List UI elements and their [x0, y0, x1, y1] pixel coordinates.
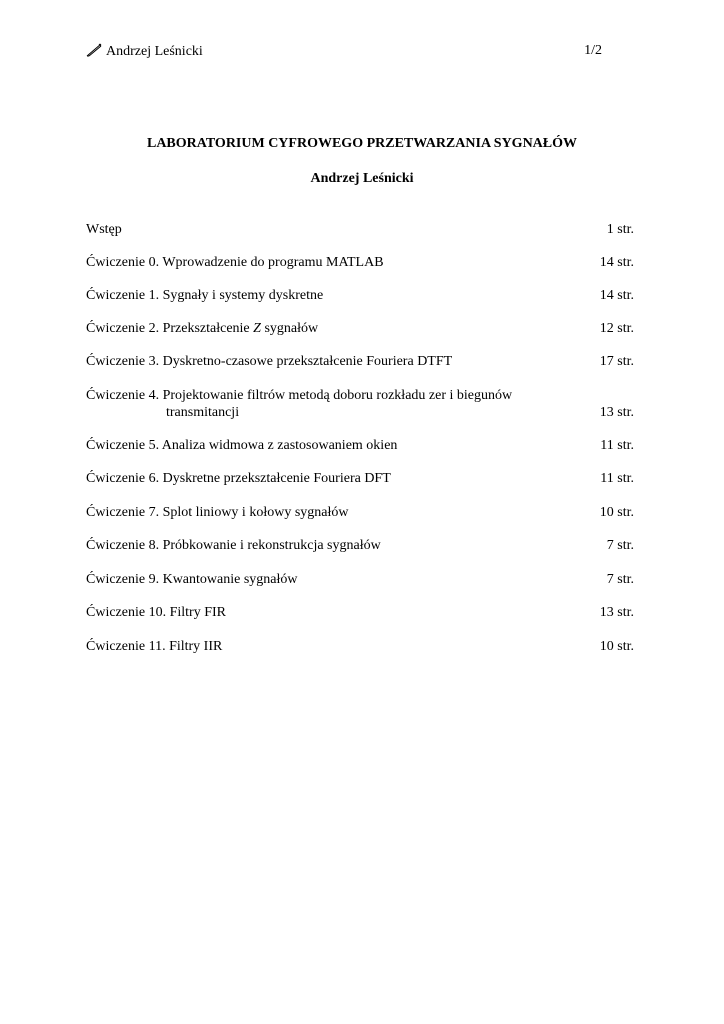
header-author [86, 43, 203, 60]
toc-entry [86, 255, 634, 275]
toc-entry-pages: 10 str. [599, 639, 634, 654]
toc-entry-pages: 13 str. [599, 605, 634, 620]
toc-entry-pages: 13 str. [599, 405, 634, 420]
toc-entry [86, 605, 634, 625]
document-title: LABORATORIUM CYFROWEGO PRZETWARZANIA SYGNAŁÓW [146, 136, 578, 151]
toc-entry-pages: 11 str. [600, 438, 634, 453]
toc-entry [86, 639, 634, 659]
toc-entry-label: Ćwiczenie 10. Filtry FIR [86, 605, 226, 620]
header-author-name: Andrzej Leśnicki [106, 44, 203, 59]
toc-entry-pages: 10 str. [599, 505, 634, 520]
toc-entry [86, 438, 634, 458]
toc-entry-pages: 7 str. [606, 538, 634, 553]
toc-entry [86, 572, 634, 592]
toc-entry-label: Ćwiczenie 3. Dyskretno-czasowe przekształcenie Fouriera DTFT [86, 354, 453, 369]
toc-entry-label: Ćwiczenie 7. Splot liniowy i kołowy sygnałów [86, 505, 349, 520]
toc-entry [86, 354, 634, 374]
toc-entry [86, 222, 634, 242]
toc-entry-pages: 12 str. [599, 321, 634, 336]
toc-entry-label: Ćwiczenie 5. Analiza widmowa z zastosowaniem okien [86, 438, 398, 453]
toc-entry-pages: 14 str. [599, 288, 634, 303]
toc-entry-pages: 7 str. [606, 572, 634, 587]
toc-entry [86, 505, 634, 525]
toc-entry-label: Ćwiczenie 4. Projektowanie filtrów metodą doboru rozkładu zer i biegunów [86, 388, 513, 403]
pencil-icon [86, 43, 102, 57]
toc-entry-label: Ćwiczenie 8. Próbkowanie i rekonstrukcja sygnałów [86, 538, 381, 553]
toc-entry [86, 288, 634, 308]
toc-entry-label: Ćwiczenie 11. Filtry IIR [86, 639, 223, 654]
toc-entry-pages: 11 str. [600, 471, 634, 486]
toc-entry-label: Ćwiczenie 1. Sygnały i systemy dyskretne [86, 288, 324, 303]
toc-entry-label-continuation: transmitancji [166, 405, 240, 420]
toc-entry [86, 538, 634, 558]
toc-entry-pages: 1 str. [606, 222, 634, 237]
toc-entry [86, 471, 634, 491]
toc-entry-pages: 14 str. [599, 255, 634, 270]
toc-entry-label [86, 321, 318, 337]
toc-entry-label: Ćwiczenie 9. Kwantowanie sygnałów [86, 572, 298, 587]
toc-entry-label: Ćwiczenie 0. Wprowadzenie do programu MATLAB [86, 255, 384, 270]
toc-entry-label-prefix: Ćwiczenie 2. Przekształcenie [86, 321, 254, 336]
toc-entry-pages: 17 str. [599, 354, 634, 369]
page-header [86, 43, 602, 63]
toc-entry-label: Wstęp [86, 222, 122, 237]
toc-entry-label: Ćwiczenie 6. Dyskretne przekształcenie Fouriera DFT [86, 471, 391, 486]
toc-entry-label-italic: Z [253, 321, 261, 336]
toc-entry [86, 388, 634, 426]
page-number: 1/2 [584, 43, 602, 58]
toc-entry-label-suffix: sygnałów [260, 321, 319, 336]
toc-entry [86, 321, 634, 341]
document-author: Andrzej Leśnicki [310, 171, 414, 186]
